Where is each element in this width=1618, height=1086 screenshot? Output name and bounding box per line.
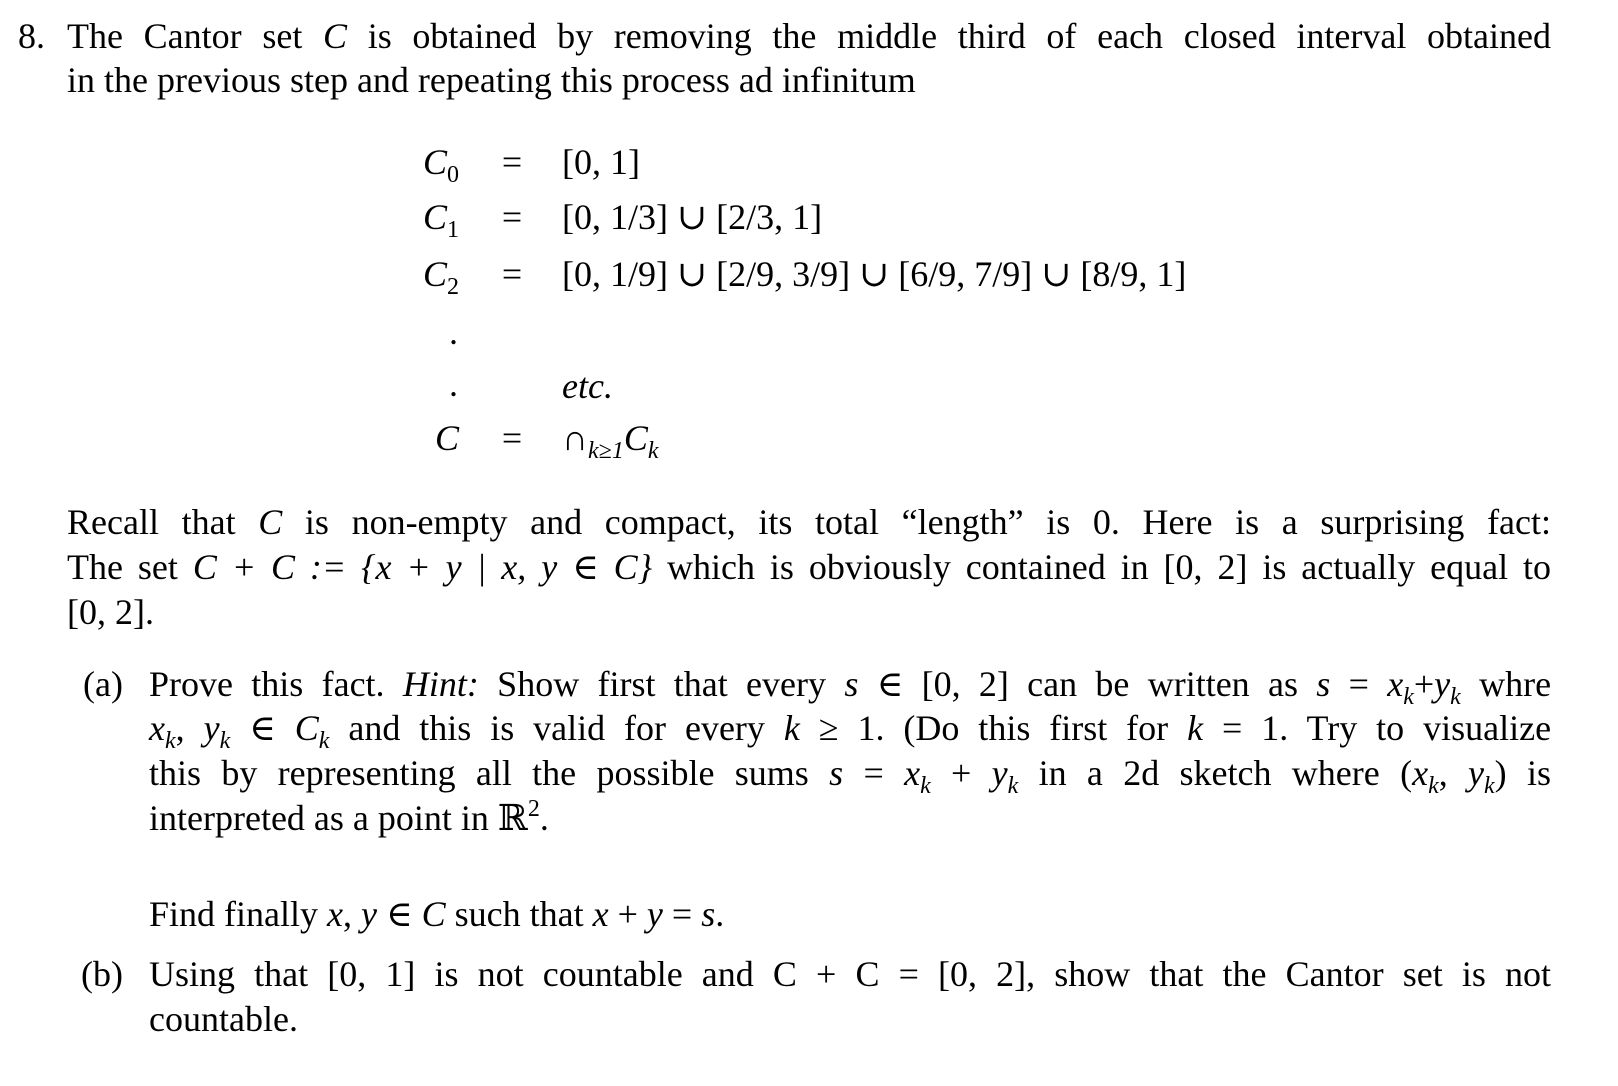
ellipsis-dot-2: .: [449, 364, 458, 404]
eq-lhs: C: [434, 418, 459, 458]
part-a-text-2c: and this is valid for every: [348, 708, 765, 748]
eq-sub: 1: [447, 217, 459, 243]
intersection-index: k≥1: [588, 438, 624, 464]
part-b-line2: countable.: [149, 999, 298, 1039]
eq-sub: 0: [447, 162, 459, 188]
problem-intro-line1: [67, 14, 1551, 58]
hint-label: Hint:: [402, 664, 479, 704]
find-text-a: Find finally: [149, 894, 318, 934]
recall-line2: [67, 545, 1551, 589]
problem-intro-line2: in the previous step and repeating this process ad infinitum: [67, 60, 916, 100]
part-a-text-1b: Show first that every: [497, 664, 827, 704]
recall-text-1a: Recall that: [67, 502, 236, 542]
part-a-text-2e: = 1. Try to visualize: [1222, 708, 1552, 748]
part-a-line1: Prove this fact. Hint: Show first that every s ∈ [0, 2] can be written as $s = x_k+y_k$ whre: [149, 664, 1552, 710]
eq-rhs: [0, 1/9] ∪ [2/9, 3/9] ∪ [6/9, 7/9] ∪ [8/9, 1]: [562, 254, 1187, 294]
part-a-text-1d: whre: [1479, 664, 1552, 704]
part-a-text-4a: interpreted as a point in: [149, 798, 489, 838]
part-a-text-3b: in a 2d sketch where: [1038, 753, 1380, 793]
sumset-definition: C + C := {x + y | x, y ∈ C}: [192, 547, 653, 587]
eq-rhs: [0, 1]: [562, 142, 640, 182]
eq-rel: =: [501, 254, 523, 294]
recall-line3: [0, 2].: [67, 592, 154, 632]
recall-text-2b: which is obviously contained in [0, 2] is actually equal to: [667, 547, 1552, 587]
eq-rel: =: [501, 418, 523, 458]
part-a-text-3c: is: [1526, 753, 1551, 793]
problem-number: 8.: [18, 16, 45, 56]
part-b-text-1: Using that [0, 1] is not countable and C + C = [0, 2], show that the Cantor set is not: [149, 954, 1551, 994]
eq-lhs: C: [422, 254, 447, 294]
part-a-text-2d: ≥ 1. (Do this first for: [818, 708, 1169, 748]
part-a-text-1a: Prove this fact.: [149, 664, 385, 704]
part-a-line3: this by representing all the possible sums $s = x_k + y_k$ in a 2d sketch where ($x_k$, $y_k$) is: [149, 753, 1551, 799]
eq-sub: 2: [447, 274, 459, 300]
recall-line1: [67, 500, 1551, 544]
eq-lhs: C: [422, 197, 447, 237]
recall-text-2a: The set: [67, 547, 178, 587]
intro-text-2: is obtained by removing the middle third of each closed interval obtained: [367, 16, 1551, 56]
cantor-symbol: C: [258, 502, 283, 542]
real-numbers-symbol: ℝ: [497, 798, 528, 838]
find-text-b: such that: [454, 894, 584, 934]
eq-rhs: [0, 1/3] ∪ [2/3, 1]: [562, 197, 823, 237]
ellipsis-dot-1: .: [449, 312, 458, 352]
period: .: [539, 798, 549, 838]
part-b-label: (b): [81, 954, 123, 994]
part-a-text-2b: ∈: [249, 708, 276, 748]
part-a-text-1c: ∈ [0, 2] can be written as: [876, 664, 1298, 704]
part-a-line4: [149, 796, 549, 840]
intro-text-1: The Cantor set: [67, 16, 303, 56]
cantor-symbol: C: [323, 16, 348, 56]
eq-rel: =: [501, 142, 523, 182]
eq-rhs-sub: k: [647, 438, 659, 464]
eq-lhs: C: [422, 142, 447, 182]
part-a-line2: $x_k$, $y_k$ ∈ $C_k$ and this is valid for every k ≥ 1. (Do this first for k = 1. Try to visualize: [149, 708, 1552, 754]
part-a-label: (a): [83, 664, 123, 704]
part-a-find: Find finally x, y ∈ C such that x + y = s.: [149, 894, 725, 934]
eq-rhs-set: C: [623, 418, 648, 458]
eq-rel: =: [501, 197, 523, 237]
recall-text-1b: is non-empty and compact, its total “length” is 0. Here is a surprising fact:: [304, 502, 1552, 542]
eq-rhs-intersection: [562, 416, 659, 464]
intersection-symbol: ∩: [562, 418, 588, 458]
part-a-text-3a: this by representing all the possible sums: [149, 753, 809, 793]
real-numbers-exponent: 2: [527, 796, 540, 822]
part-b-line1: [149, 952, 1551, 996]
etc-label: etc.: [562, 366, 613, 406]
